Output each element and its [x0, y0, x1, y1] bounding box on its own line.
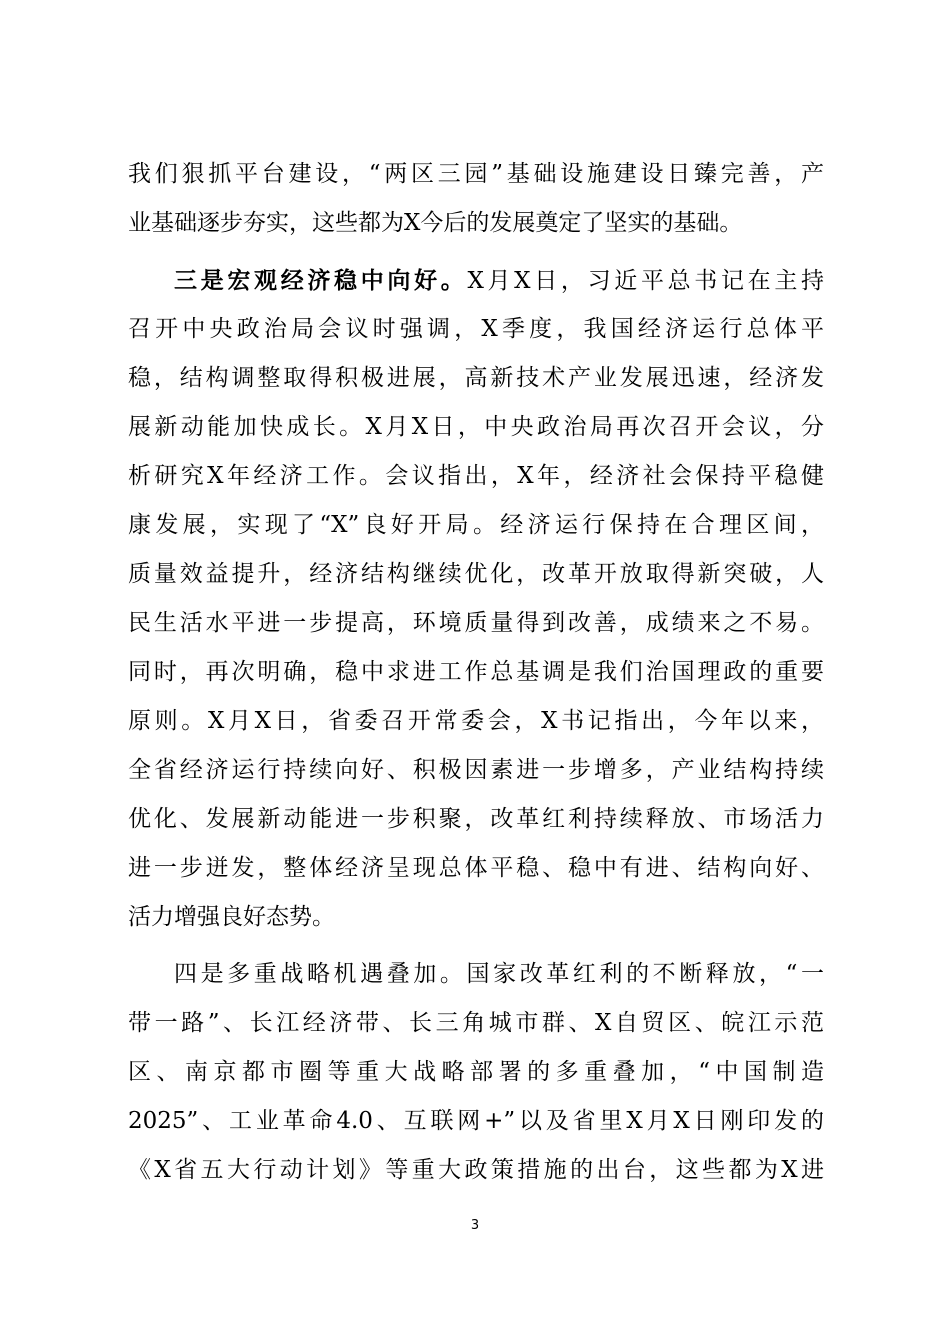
text-line: 我们狠抓平台建设，“两区三园”基础设施建设日臻完善，产 [128, 161, 824, 187]
text-line: 康发展，实现了“X”良好开局。经济运行保持在合理区间， [128, 512, 824, 538]
text-line: 区、南京都市圈等重大战略部署的多重叠加，“中国制造 [128, 1059, 824, 1085]
page-number: 3 [470, 1218, 480, 1233]
text-line: 业基础逐步夯实，这些都为X今后的发展奠定了坚实的基础。 [128, 210, 743, 236]
text-line: 带一路”、长江经济带、长三角城市群、X自贸区、皖江示范 [128, 1010, 824, 1036]
paragraph-heading: 三是宏观经济稳中向好。 [174, 267, 468, 294]
text-line: 民生活水平进一步提高，环境质量得到改善，成绩来之不易。 [128, 610, 824, 636]
paragraph-3 [128, 950, 824, 1195]
text-line: 析研究X年经济工作。会议指出，X年，经济社会保持平稳健 [128, 463, 824, 489]
text-line: 召开中央政治局会议时强调，X季度，我国经济运行总体平 [128, 316, 824, 342]
text-run: X月X日，习近平总书记在主持 [467, 268, 825, 294]
text-line: 原则。X月X日，省委召开常委会，X书记指出，今年以来， [128, 708, 824, 734]
text-line: 优化、发展新动能进一步积聚，改革红利持续释放、市场活力 [128, 806, 824, 832]
text-line: 进一步迸发，整体经济呈现总体平稳、稳中有进、结构向好、 [128, 855, 824, 881]
paragraph-1 [128, 150, 824, 248]
text-line: 四是多重战略机遇叠加。国家改革红利的不断释放，“一 [174, 961, 824, 987]
paragraph-2 [128, 256, 824, 942]
document-body [128, 150, 824, 1195]
text-line: 2025”、工业革命4.0、互联网+”以及省里X月X日刚印发的 [128, 1108, 824, 1134]
text-line [128, 256, 824, 305]
text-line: 展新动能加快成长。X月X日，中央政治局再次召开会议，分 [128, 414, 824, 440]
text-line: 《X省五大行动计划》等重大政策措施的出台，这些都为X进 [128, 1157, 824, 1183]
text-line: 活力增强良好态势。 [128, 904, 335, 930]
text-line: 同时，再次明确，稳中求进工作总基调是我们治国理政的重要 [128, 659, 824, 685]
text-line: 全省经济运行持续向好、积极因素进一步增多，产业结构持续 [128, 757, 824, 783]
text-line: 质量效益提升，经济结构继续优化，改革开放取得新突破，人 [128, 561, 824, 587]
text-line: 稳，结构调整取得积极进展，高新技术产业发展迅速，经济发 [128, 365, 824, 391]
